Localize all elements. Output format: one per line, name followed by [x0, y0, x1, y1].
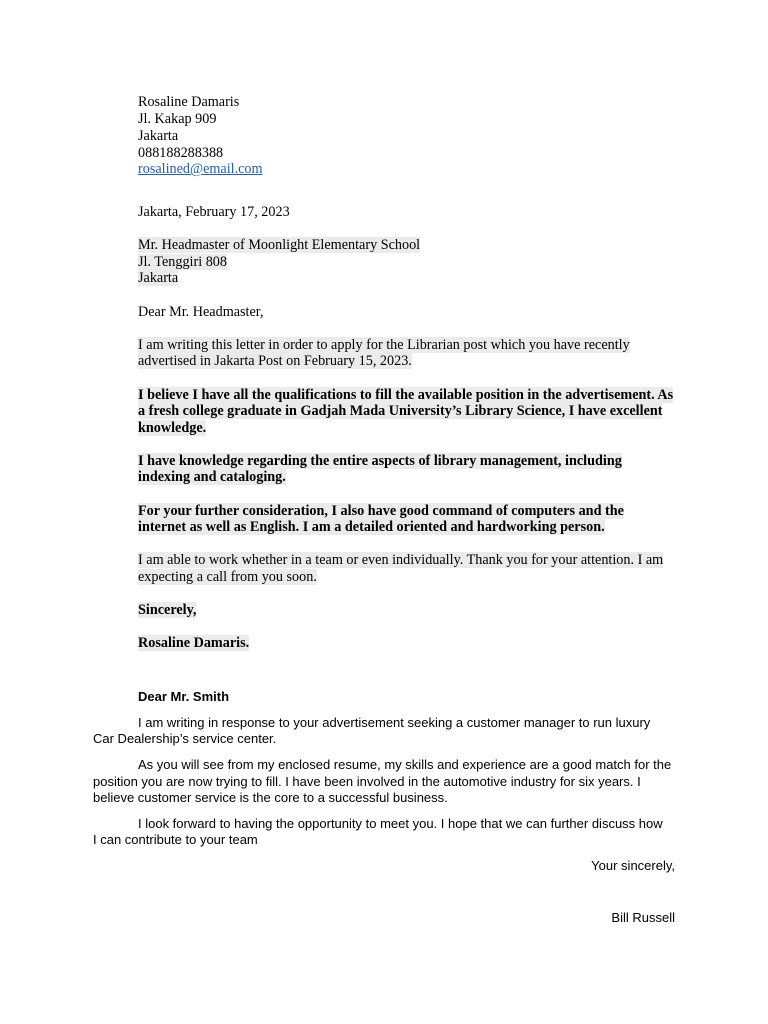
closing: Your sincerely, — [591, 858, 675, 873]
paragraph-line: I can contribute to your team — [93, 832, 258, 847]
paragraph-line: indexing and cataloging. — [138, 469, 286, 485]
paragraph-line: Car Dealership’s service center. — [93, 731, 277, 746]
paragraph-line: I am writing this letter in order to apply for the Librarian post which you have recently — [138, 337, 630, 353]
sender-email-link[interactable]: rosalined@email.com — [138, 161, 263, 177]
paragraph-line: a fresh college graduate in Gadjah Mada University’s Library Science, I have excellent — [138, 403, 663, 419]
paragraph-line: position you are now trying to fill. I have been involved in the automotive industry for six years. I — [93, 774, 641, 789]
recipient-street: Jl. Tenggiri 808 — [138, 254, 227, 270]
paragraph-line: I look forward to having the opportunity to meet you. I hope that we can further discuss how — [138, 816, 663, 831]
letter-date: Jakarta, February 17, 2023 — [138, 204, 290, 220]
recipient-city: Jakarta — [138, 270, 179, 286]
salutation: Dear Mr. Headmaster, — [138, 304, 264, 320]
salutation: Dear Mr. Smith — [138, 689, 230, 704]
recipient-title: Mr. Headmaster of Moonlight Elementary School — [138, 237, 421, 253]
paragraph-line: knowledge. — [138, 420, 207, 436]
closing: Sincerely, — [138, 602, 197, 618]
paragraph-line: expecting a call from you soon. — [138, 569, 317, 585]
paragraph-line: For your further consideration, I also have good command of computers and the — [138, 503, 624, 519]
sender-name: Rosaline Damaris — [138, 94, 240, 110]
paragraph-line: internet as well as English. I am a detailed oriented and hardworking person. — [138, 519, 605, 535]
sender-street: Jl. Kakap 909 — [138, 111, 217, 127]
sender-city: Jakarta — [138, 128, 179, 144]
paragraph-line: As you will see from my enclosed resume, my skills and experience are a good match for the — [138, 757, 672, 772]
paragraph-line: I have knowledge regarding the entire aspects of library management, including — [138, 453, 622, 469]
paragraph-line: advertised in Jakarta Post on February 15, 2023. — [138, 353, 412, 369]
paragraph-line: believe customer service is the core to a successful business. — [93, 790, 448, 805]
signature: Rosaline Damaris. — [138, 635, 250, 651]
sender-phone: 088188288388 — [138, 145, 224, 161]
paragraph-line: I am writing in response to your advertisement seeking a customer manager to run luxury — [138, 715, 651, 730]
paragraph-line: I am able to work whether in a team or even individually. Thank you for your attention. I am — [138, 552, 664, 568]
paragraph-line: I believe I have all the qualifications to fill the available position in the advertisement. As — [138, 387, 674, 403]
signature: Bill Russell — [611, 910, 675, 925]
